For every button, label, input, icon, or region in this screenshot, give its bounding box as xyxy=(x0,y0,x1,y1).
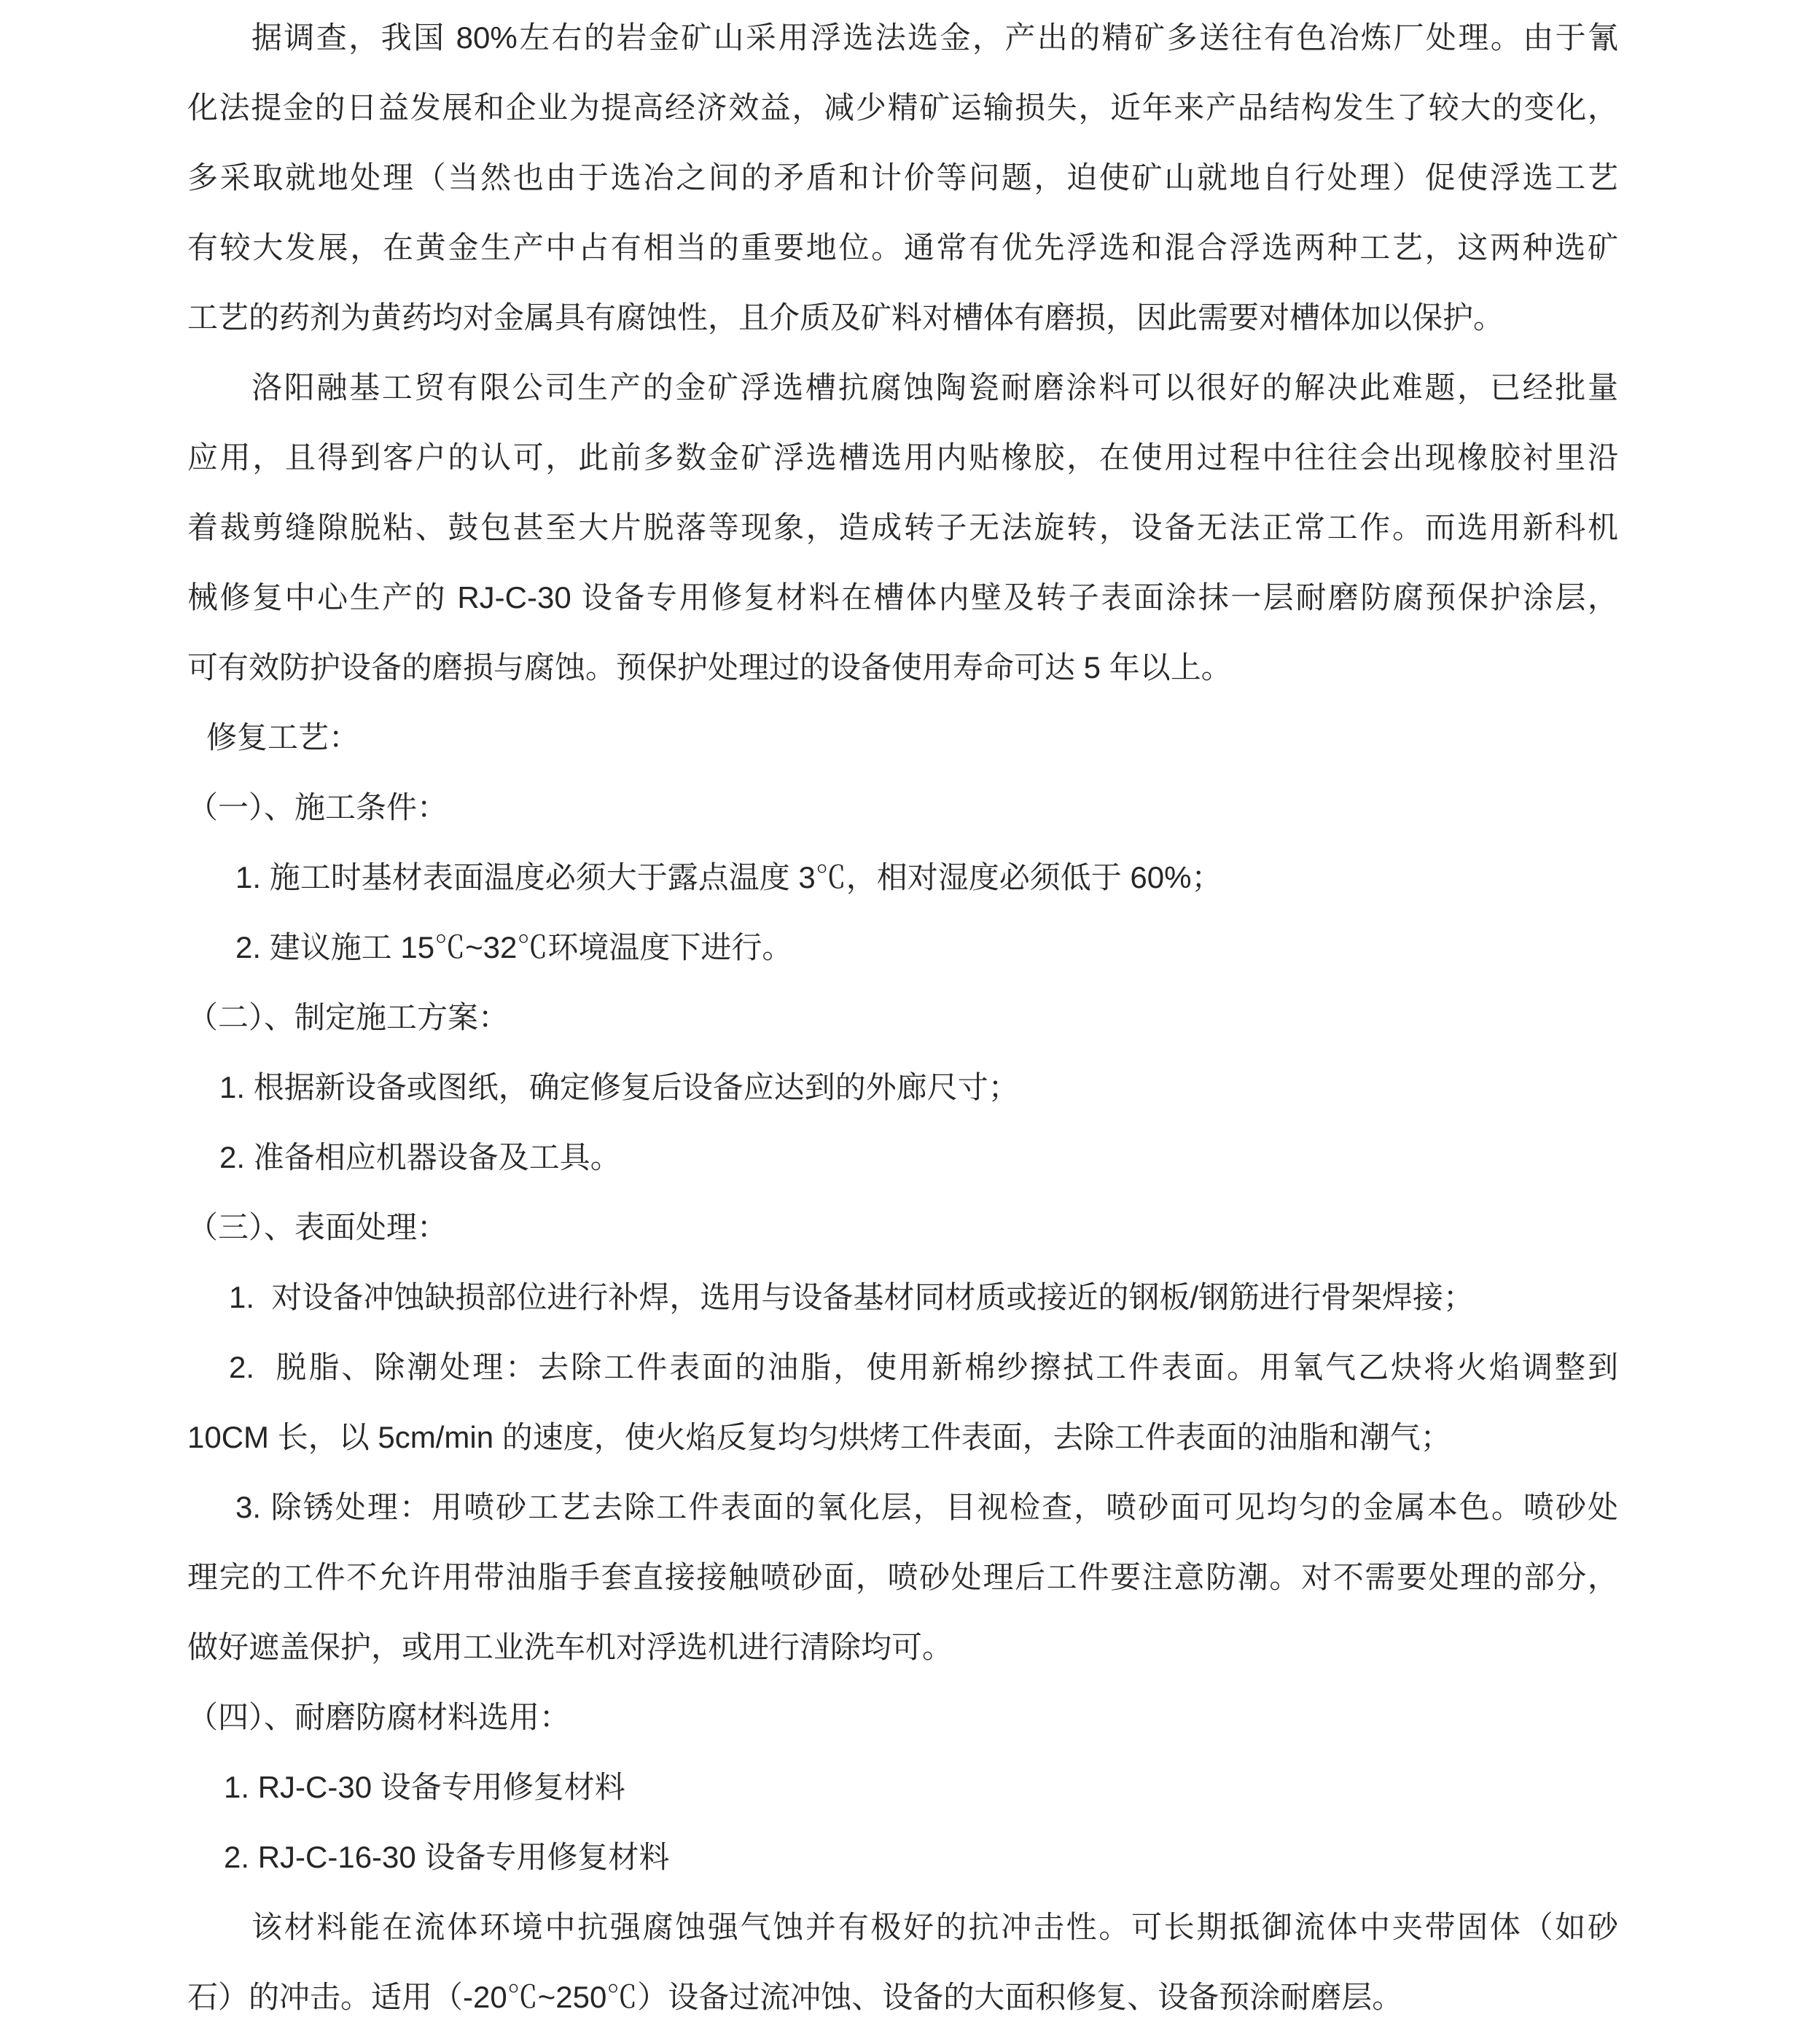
text-line: 理完的工件不允许用带油脂手套直接接触喷砂面，喷砂处理后工件要注意防潮。对不需要处理的部分， xyxy=(187,1560,1618,1594)
text-line: 石）的冲击。适用（-20℃~250℃）设备过流冲蚀、设备的大面积修复、设备预涂耐磨层。 xyxy=(187,1980,1403,2014)
list-item: 1. RJ-C-30 设备专用修复材料 xyxy=(224,1770,625,1804)
section-heading: （一）、施工条件： xyxy=(187,790,448,824)
list-item: 1. 施工时基材表面温度必须大于露点温度 3℃，相对湿度必须低于 60%； xyxy=(235,860,1222,894)
list-item: 2. 脱脂、除潮处理：去除工件表面的油脂，使用新棉纱擦拭工件表面。用氧气乙炔将火焰调整到 xyxy=(229,1350,1618,1384)
text-line: 10CM 长，以 5cm/min 的速度，使火焰反复均匀烘烤工件表面，去除工件表面的油脂和潮气； xyxy=(187,1420,1451,1454)
text-line: 有较大发展，在黄金生产中占有相当的重要地位。通常有优先浮选和混合浮选两种工艺，这两种选矿 xyxy=(187,230,1618,265)
text-line: 该材料能在流体环境中抗强腐蚀强气蚀并有极好的抗冲击性。可长期抵御流体中夹带固体（如砂 xyxy=(251,1910,1618,1944)
list-item: 3. 除锈处理：用喷砂工艺去除工件表面的氧化层，目视检查，喷砂面可见均匀的金属本色。喷砂处 xyxy=(235,1490,1618,1524)
text-line: 据调查，我国 80%左右的岩金矿山采用浮选法选金，产出的精矿多送往有色冶炼厂处理。由于氰 xyxy=(251,20,1618,55)
text-line: 可有效防护设备的磨损与腐蚀。预保护处理过的设备使用寿命可达 5 年以上。 xyxy=(187,650,1232,684)
text-line: 洛阳融基工贸有限公司生产的金矿浮选槽抗腐蚀陶瓷耐磨涂料可以很好的解决此难题，已经批量 xyxy=(251,370,1618,405)
list-item: 1. 根据新设备或图纸，确定修复后设备应达到的外廊尺寸； xyxy=(219,1070,1019,1104)
list-item: 2. 建议施工 15℃~32℃环境温度下进行。 xyxy=(235,930,793,964)
text-line: 多采取就地处理（当然也由于选冶之间的矛盾和计价等问题，迫使矿山就地自行处理）促使浮选工艺 xyxy=(187,160,1618,195)
text-line: 化法提金的日益发展和企业为提高经济效益，减少精矿运输损失，近年来产品结构发生了较大的变化， xyxy=(187,90,1618,125)
text-line: 械修复中心生产的 RJ-C-30 设备专用修复材料在槽体内壁及转子表面涂抹一层耐磨防腐预保护涂层， xyxy=(187,580,1618,615)
list-item: 1. 对设备冲蚀缺损部位进行补焊，选用与设备基材同材质或接近的钢板/钢筋进行骨架焊接； xyxy=(229,1280,1475,1314)
text-line: 工艺的药剂为黄药均对金属具有腐蚀性，且介质及矿料对槽体有磨损，因此需要对槽体加以保护。 xyxy=(187,300,1504,335)
text-line: 着裁剪缝隙脱粘、鼓包甚至大片脱落等现象，造成转子无法旋转，设备无法正常工作。而选用新科机 xyxy=(187,510,1618,545)
list-item: 2. 准备相应机器设备及工具。 xyxy=(219,1140,621,1174)
list-item: 2. RJ-C-16-30 设备专用修复材料 xyxy=(224,1840,670,1874)
section-heading: （二）、制定施工方案： xyxy=(187,1000,510,1034)
section-title: 修复工艺： xyxy=(206,720,360,754)
text-line: 做好遮盖保护，或用工业洗车机对浮选机进行清除均可。 xyxy=(187,1630,953,1664)
section-heading: （四）、耐磨防腐材料选用： xyxy=(187,1700,571,1734)
text-line: 应用，且得到客户的认可，此前多数金矿浮选槽选用内贴橡胶，在使用过程中往往会出现橡胶衬里沿 xyxy=(187,440,1618,475)
section-heading: （三）、表面处理： xyxy=(187,1210,448,1244)
